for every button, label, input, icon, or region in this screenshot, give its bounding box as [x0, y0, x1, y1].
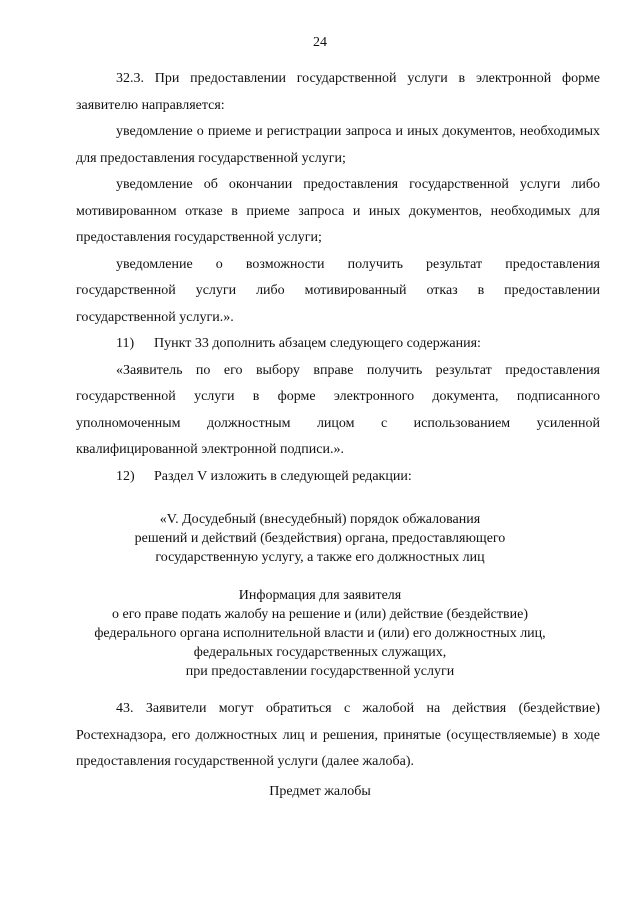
info-heading-line-3: федерального органа исполнительной власти и (или) его должностных лиц, — [94, 626, 546, 641]
info-heading-line-5: при предоставлении государственной услуги — [185, 664, 455, 679]
list-item-11-number: 11) — [116, 336, 135, 351]
list-item-12-text: Раздел V изложить в следующей редакции: — [154, 468, 412, 484]
section-43 — [76, 696, 600, 776]
section-v-heading — [60, 510, 580, 567]
notification-completion: уведомление об окончании предоставления государственной услуги либо мотивированном отказе в приеме запроса и иных документов, необходимых для предоставления государственной услуги; — [76, 177, 600, 245]
page-number: 24 — [313, 35, 327, 50]
paragraph-43: 43. Заявители могут обратиться с жалобой на действия (бездействие) Ростехнадзора, его должностных лиц и решения, принятые (осуществляемые) в ходе предоставления государственной услуги (далее жалоба). — [76, 701, 600, 769]
quote-paragraph-33: «Заявитель по его выбору вправе получить результат предоставления государственной услуги в форме электронного документа, подписанного уполномоченным должностным лицом с использованием усиленной квалифицированной электронной подписи.». — [76, 362, 600, 457]
section-v-heading-line-1: «V. Досудебный (внесудебный) порядок обжалования — [159, 512, 481, 527]
paragraph-32-3: 32.3. При предоставлении государственной услуги в электронной форме заявителю направляется: — [76, 71, 600, 113]
list-item-11-text: Пункт 33 дополнить абзацем следующего содержания: — [154, 336, 481, 351]
notification-registration: уведомление о приеме и регистрации запроса и иных документов, необходимых для предоставления государственной услуги; — [76, 124, 600, 166]
list-item-12-number: 12) — [116, 468, 135, 484]
info-heading-line-4: федеральных государственных служащих, — [193, 645, 447, 660]
complaint-subject-heading: Предмет жалобы — [269, 784, 371, 799]
list-item-12 — [76, 464, 600, 491]
info-heading — [60, 586, 580, 681]
info-heading-line-1: Информация для заявителя — [238, 588, 402, 603]
notification-possibility: уведомление о возможности получить результат предоставления государственной услуги либо мотивированный отказ в предоставлении государственной услуги.». — [76, 256, 600, 325]
section-v-heading-line-2: решений и действий (бездействия) органа, предоставляющего — [134, 531, 506, 546]
section-32-3 — [76, 66, 600, 490]
list-item-11 — [76, 331, 600, 358]
section-v-heading-line-3: государственную услугу, а также его должностных лиц — [155, 550, 485, 565]
info-heading-line-2: о его праве подать жалобу на решение и (или) действие (бездействие) — [112, 607, 528, 622]
